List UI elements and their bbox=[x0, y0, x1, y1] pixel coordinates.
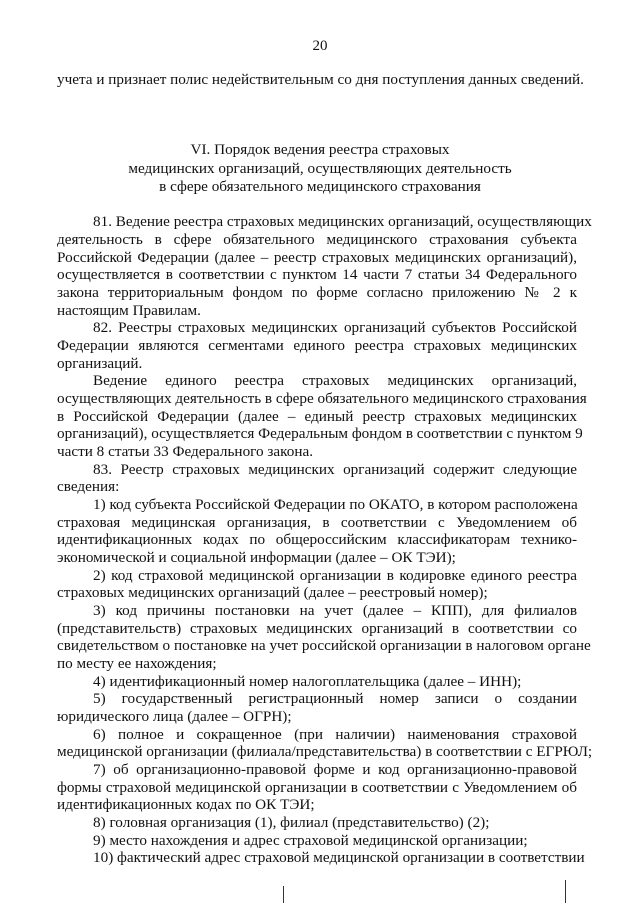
text-line: (представительств) страховых медицинских организаций в соответствии со bbox=[57, 620, 577, 637]
text-line: Российской Федерации (далее – реестр страховых медицинских организаций), bbox=[57, 249, 577, 266]
text-line: по месту ее нахождения; bbox=[57, 655, 217, 672]
text-line: Федерации являются сегментами единого реестра страховых медицинских bbox=[57, 337, 577, 354]
text-line: учета и признает полис недействительным со дня поступления данных сведений. bbox=[57, 71, 584, 88]
text-line: части 8 статьи 33 Федерального закона. bbox=[57, 443, 314, 460]
section-heading-line: в сфере обязательного медицинского страхования bbox=[159, 178, 481, 195]
text-line: организаций), осуществляется Федеральным фондом в соответствии с пунктом 9 bbox=[57, 425, 583, 442]
text-line: закона территориальным фондом по форме согласно приложению № 2 к bbox=[57, 284, 577, 301]
text-line: свидетельством о постановке на учет российской организации в налоговом органе bbox=[57, 637, 591, 654]
text-line: 81. Ведение реестра страховых медицинских организаций, осуществляющих bbox=[93, 213, 592, 230]
text-line: идентификационных кодах по ОК ТЭИ; bbox=[57, 796, 315, 813]
text-line: 9) место нахождения и адрес страховой медицинской организации; bbox=[93, 832, 528, 849]
text-line: 83. Реестр страховых медицинских организаций содержит следующие bbox=[93, 461, 577, 478]
text-line: 1) код субъекта Российской Федерации по ОКАТО, в котором расположена bbox=[93, 496, 578, 513]
text-line: идентификационных кодах по общероссийским классификаторам технико- bbox=[57, 531, 577, 548]
text-line: формы страховой медицинской организации в соответствии с Уведомлением об bbox=[57, 779, 577, 796]
text-line: 7) об организационно-правовой форме и код организационно-правовой bbox=[93, 761, 577, 778]
text-line: страховых медицинских организаций (далее – реестровый номер); bbox=[57, 584, 488, 601]
text-line: 6) полное и сокращенное (при наличии) наименования страховой bbox=[93, 726, 577, 743]
text-line: Ведение единого реестра страховых медицинских организаций, bbox=[93, 372, 577, 389]
text-line: организаций. bbox=[57, 355, 143, 372]
text-line: деятельность в сфере обязательного медицинского страхования субъекта bbox=[57, 231, 577, 248]
text-line: 82. Реестры страховых медицинских организаций субъектов Российской bbox=[93, 319, 577, 336]
text-line: 10) фактический адрес страховой медицинской организации в соответствии bbox=[93, 849, 585, 866]
text-line: осуществляющих деятельность в сфере обязательного медицинского страхования bbox=[57, 390, 587, 407]
scan-mark-right bbox=[565, 880, 566, 903]
text-line: 4) идентификационный номер налогоплательщика (далее – ИНН); bbox=[93, 673, 522, 690]
text-line: экономической и социальной информации (далее – ОК ТЭИ); bbox=[57, 549, 456, 566]
text-line: медицинской организации (филиала/представительства) в соответствии с ЕГРЮЛ; bbox=[57, 743, 593, 760]
page-number: 20 bbox=[312, 38, 328, 54]
text-line: 8) головная организация (1), филиал (представительство) (2); bbox=[93, 814, 490, 831]
scan-mark-left bbox=[283, 886, 284, 903]
section-heading-line: медицинских организаций, осуществляющих деятельность bbox=[128, 160, 512, 177]
text-line: 5) государственный регистрационный номер записи о создании bbox=[93, 690, 577, 707]
text-line: страховая медицинская организация, в соответствии с Уведомлением об bbox=[57, 514, 577, 531]
text-line: сведения: bbox=[57, 478, 120, 495]
text-line: осуществляется в соответствии с пунктом 14 части 7 статьи 34 Федерального bbox=[57, 266, 577, 283]
text-line: юридического лица (далее – ОГРН); bbox=[57, 708, 292, 725]
text-line: 3) код причины постановки на учет (далее – КПП), для филиалов bbox=[93, 602, 577, 619]
text-line: настоящим Правилам. bbox=[57, 302, 201, 319]
text-line: 2) код страховой медицинской организации в кодировке единого реестра bbox=[93, 567, 577, 584]
text-line: в Российской Федерации (далее – единый реестр страховых медицинских bbox=[57, 408, 577, 425]
section-heading-line: VI. Порядок ведения реестра страховых bbox=[190, 141, 450, 158]
